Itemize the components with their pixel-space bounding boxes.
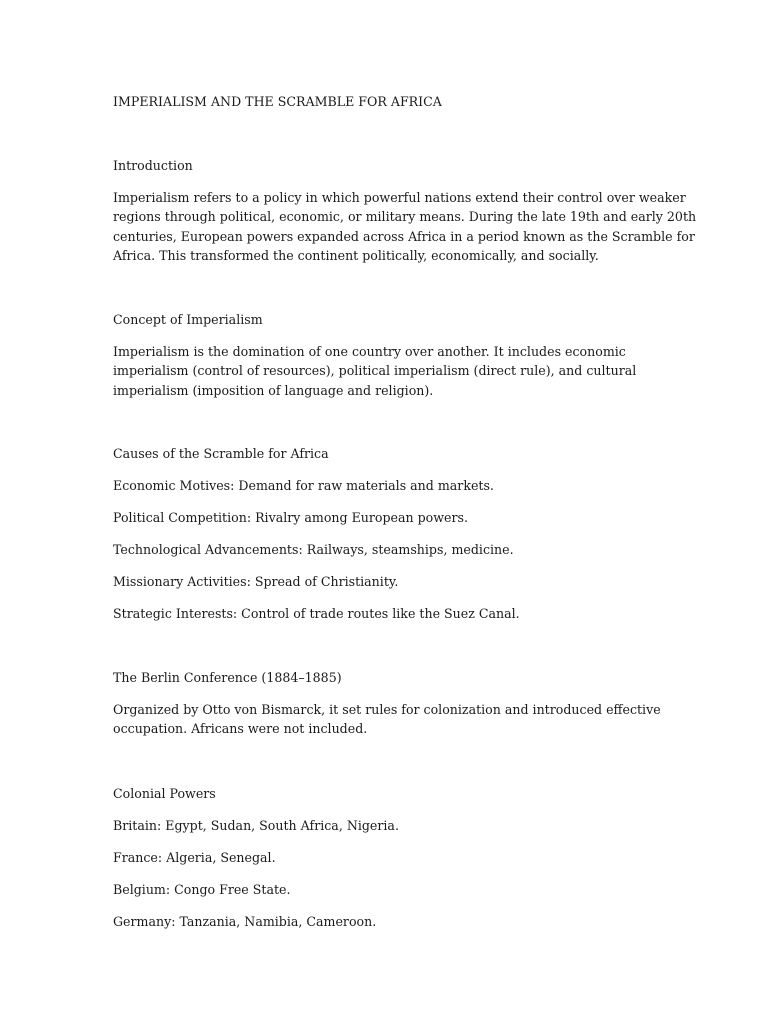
paragraph-line: Africa. This transformed the continent politically, economically, and socially. <box>113 247 599 263</box>
paragraph-line: imperialism (imposition of language and religion). <box>113 382 434 398</box>
section-heading-colonial-powers: Colonial Powers <box>113 786 216 801</box>
paragraph-line: centuries, European powers expanded across Africa in a period known as the Scramble for <box>113 228 695 244</box>
introduction-paragraph <box>113 188 697 265</box>
paragraph-line: occupation. Africans were not included. <box>113 721 368 737</box>
paragraph-line: Imperialism refers to a policy in which powerful nations extend their control over weaker <box>113 190 686 205</box>
power-item: Germany: Tanzania, Namibia, Cameroon. <box>113 914 377 929</box>
paragraph-line: Organized by Otto von Bismarck, it set rules for colonization and introduced effective <box>113 702 661 717</box>
cause-item: Strategic Interests: Control of trade routes like the Suez Canal. <box>113 606 520 621</box>
concept-paragraph <box>113 342 658 400</box>
section-heading-berlin-conference: The Berlin Conference (1884–1885) <box>113 670 342 685</box>
cause-item: Missionary Activities: Spread of Christianity. <box>113 574 399 589</box>
berlin-paragraph <box>113 700 661 739</box>
section-heading-concept: Concept of Imperialism <box>113 312 263 327</box>
cause-item: Political Competition: Rivalry among European powers. <box>113 510 468 525</box>
paragraph-line: regions through political, economic, or military means. During the late 19th and early 20th <box>113 209 697 225</box>
document-title: IMPERIALISM AND THE SCRAMBLE FOR AFRICA <box>113 94 442 109</box>
cause-item: Technological Advancements: Railways, steamships, medicine. <box>113 542 514 557</box>
power-item: Britain: Egypt, Sudan, South Africa, Nigeria. <box>113 818 399 833</box>
power-item: Belgium: Congo Free State. <box>113 882 291 897</box>
cause-item: Economic Motives: Demand for raw materials and markets. <box>113 478 494 493</box>
section-heading-introduction: Introduction <box>113 158 193 173</box>
power-item: France: Algeria, Senegal. <box>113 850 276 865</box>
paragraph-line: imperialism (control of resources), political imperialism (direct rule), and cultural <box>113 363 637 379</box>
section-heading-causes: Causes of the Scramble for Africa <box>113 446 329 461</box>
paragraph-line: Imperialism is the domination of one country over another. It includes economic <box>113 344 626 359</box>
